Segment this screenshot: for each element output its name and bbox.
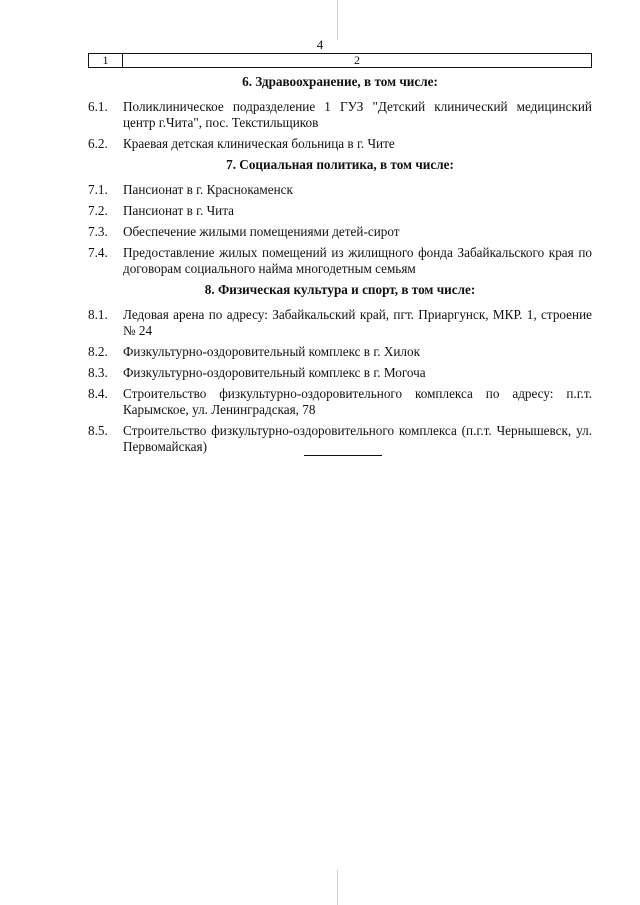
list-item [88,99,592,131]
table-header-col-1: 1 [89,54,123,67]
item-number: 7.4. [88,245,108,260]
item-number: 7.3. [88,224,108,239]
item-text: Пансионат в г. Краснокаменск [123,182,293,197]
item-text: Строительство физкультурно-оздоровительного комплекса (п.г.т. Чернышевск, ул. Первомайская) [123,423,592,454]
table-header-row [88,53,592,68]
list-item [88,423,592,455]
item-text: Поликлиническое подразделение 1 ГУЗ "Детский клинический медицинский центр г.Чита", пос. Текстильщиков [123,99,592,130]
item-text: Физкультурно-оздоровительный комплекс в г. Могоча [123,365,426,380]
list-item [88,182,592,198]
item-text: Ледовая арена по адресу: Забайкальский край, пгт. Приаргунск, МКР. 1, строение № 24 [123,307,592,338]
list-item [88,365,592,381]
item-number: 7.2. [88,203,108,218]
list-item [88,203,592,219]
section-sport [88,282,592,455]
list-item [88,344,592,360]
item-text: Строительство физкультурно-оздоровительного комплекса по адресу: п.г.т. Карымское, ул. Ленинградская, 78 [123,386,592,417]
item-number: 7.1. [88,182,108,197]
section-title: 8. Физическая культура и спорт, в том числе: [204,282,476,297]
item-number: 6.1. [88,99,108,114]
item-text: Краевая детская клиническая больница в г. Чите [123,136,395,151]
list-item [88,136,592,152]
section-healthcare [88,74,592,152]
list-item [88,386,592,418]
section-title: 6. Здравоохранение, в том числе: [242,74,438,89]
end-of-document-rule [304,455,382,456]
item-number: 8.3. [88,365,108,380]
item-number: 6.2. [88,136,108,151]
item-text: Пансионат в г. Чита [123,203,235,218]
table-header-col-2: 2 [354,53,360,67]
item-text: Физкультурно-оздоровительный комплекс в г. Хилок [123,344,420,359]
item-number: 8.1. [88,307,108,322]
item-text: Обеспечение жилыми помещениями детей-сирот [123,224,400,239]
list-item [88,224,592,240]
scan-fold-line-bottom [337,870,338,905]
document-body [88,70,592,460]
item-number: 8.2. [88,344,108,359]
scan-fold-line-top [337,0,338,40]
page-number: 4 [316,37,324,52]
item-number: 8.4. [88,386,108,401]
item-text: Предоставление жилых помещений из жилищного фонда Забайкальского края по договорам социального найма многодетным семьям [123,245,592,276]
item-number: 8.5. [88,423,108,438]
list-item [88,245,592,277]
list-item [88,307,592,339]
section-title: 7. Социальная политика, в том числе: [226,157,454,172]
section-social-policy [88,157,592,277]
